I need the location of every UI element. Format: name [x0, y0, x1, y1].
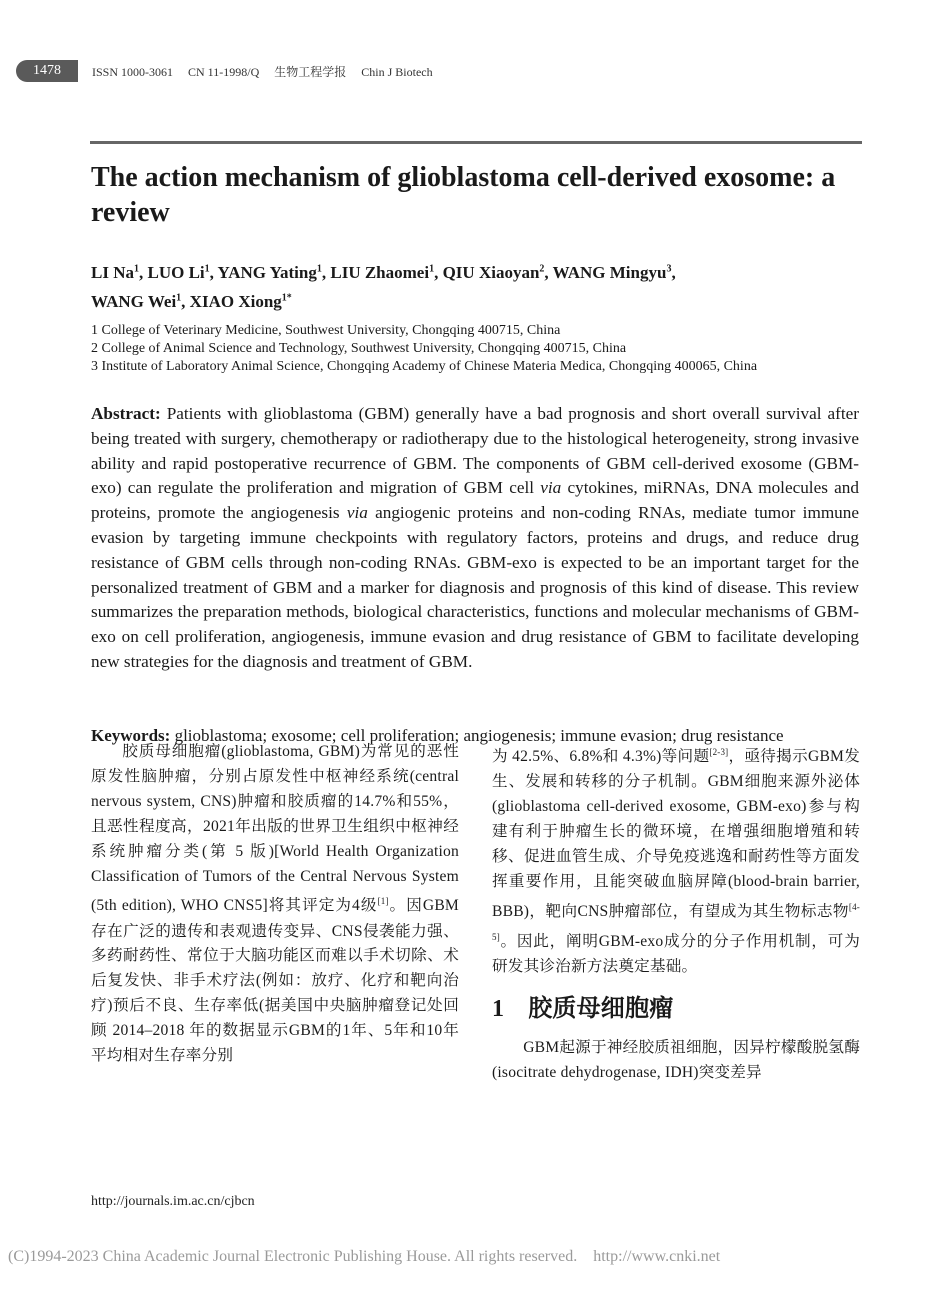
abstract-text-2: cytokines, miRNAs, DNA molecules and proteins, promote the angiogenesis [91, 478, 859, 523]
author-affiliation-mark: 1 [316, 263, 322, 274]
right-text-2: ，亟待揭示GBM发生、发展和转移的分子机制。GBM细胞来源外泌体(glioblastoma cell-derived exosome, GBM-exo)参与构建有利于肿瘤生长的微环境，在增强细胞增殖和转移、促进血管生成、介导免疫逃逸和耐药性等方面发挥重要作用，且能突破血脑屏障(blood-brain barrier, BBB)，靶向CNS肿瘤部位，有望成为其生物标志物 [492, 748, 861, 920]
author-affiliation-mark: 1 [133, 263, 139, 274]
section-heading [492, 994, 860, 1024]
right-paragraph-1 [492, 740, 860, 980]
journal-url[interactable]: http://journals.im.ac.cn/cjbcn [91, 1194, 255, 1209]
affiliation-2: 2 College of Animal Science and Technology, Southwest University, Chongqing 400715, China [91, 341, 627, 356]
article-title: The action mechanism of glioblastoma cell-derived exosome: a review [91, 162, 836, 228]
left-column [91, 740, 459, 1069]
author-name: QIU Xiaoyan [442, 262, 540, 282]
right-paragraph-2: GBM起源于神经胶质祖细胞，因异柠檬酸脱氢酶(isocitrate dehydrogenase, IDH)突变差异 [492, 1038, 860, 1081]
citation-2-3: [2-3] [709, 747, 729, 757]
copyright-notice [8, 1248, 720, 1266]
author-name: YANG Yating [217, 262, 317, 282]
author-affiliation-mark: 1* [281, 292, 292, 304]
cn-number: CN 11-1998/Q [188, 65, 260, 79]
citation-4-5: [4-5] [492, 901, 860, 942]
author-name: XIAO Xiong [189, 292, 282, 312]
author-affiliation-mark: 2 [539, 263, 545, 274]
author-affiliation-mark: 1 [176, 292, 182, 304]
cnki-link[interactable]: http://www.cnki.net [593, 1248, 721, 1265]
author: YANG Yating$^1$, [217, 262, 331, 282]
abstract-via-2: via [346, 503, 368, 523]
author: QIU Xiaoyan$^2$, [442, 262, 553, 282]
author: WANG Wei$^1$, [91, 292, 190, 312]
section-title: 胶质母细胞瘤 [528, 995, 674, 1022]
affiliations [91, 322, 871, 376]
right-text-1: 为 42.5%、6.8%和 4.3%)等问题 [492, 748, 710, 766]
author-name: LIU Zhaomei [330, 262, 430, 282]
author [190, 292, 292, 311]
author: LUO Li$^1$, [147, 262, 218, 282]
author-name: LI Na [91, 262, 134, 282]
abstract-text-1: Patients with glioblastoma (GBM) generally have a bad prognosis and short overall survival after being treated with surgery, chemotherapy or radiotherapy due to the histological heterogeneity, strong invasive ability and rapid postoperative recurrence of GBM. The components of GBM cell-derived exosome (GBM-exo) can regulate the proliferation and migration of GBM cell [91, 404, 859, 498]
keywords-text: glioblastoma; exosome; cell proliferation; angiogenesis; immune evasion; drug resistance [170, 726, 784, 745]
author-affiliation-mark: 1 [429, 263, 435, 274]
page-number: 1478 [16, 60, 78, 82]
journal-name-cn: 生物工程学报 [274, 65, 347, 79]
journal-header [92, 63, 445, 80]
left-text-1: 胶质母细胞瘤(glioblastoma, GBM)为常见的恶性原发性脑肿瘤，分别占原发性中枢神经系统(central nervous system, CNS)肿瘤和胶质瘤的14.7%和55%，且恶性程度高，2021年出版的世界卫生组织中枢神经系统肿瘤分类(第 5 版)[World Health Organization Classification of Tumors of the Central Nervous System (5th edition), WHO CNS5]将其评定为4级 [91, 743, 459, 915]
abstract-text-3: angiogenic proteins and non-coding RNAs, mediate tumor immune evasion by targeting immune checkpoints with regulatory factors, proteins and drugs, and reduce drug resistance of GBM cells through non-coding RNAs. GBM-exo is expected to be an important target for the personalized treatment of GBM and a marker for diagnosis and prognosis of this kind of disease. This review summarizes the preparation methods, biological characteristics, functions and molecular mechanisms of GBM-exo on cell proliferation, angiogenesis, immune evasion and drug resistance of GBM to facilitate developing new strategies for the diagnosis and treatment of GBM. [91, 503, 859, 671]
citation-1: [1] [377, 896, 389, 907]
abstract [91, 402, 859, 675]
author-name: LUO Li [147, 262, 205, 282]
author: LIU Zhaomei$^1$, [330, 262, 443, 282]
header-rule [90, 141, 862, 144]
author: WANG Mingyu$^3$, [552, 262, 676, 282]
issn: ISSN 1000-3061 [92, 65, 174, 79]
left-paragraph [91, 740, 459, 1069]
author-list [91, 256, 861, 315]
journal-name-en: Chin J Biotech [361, 65, 433, 79]
right-column [492, 740, 860, 1086]
author-affiliation-mark: 3 [666, 263, 672, 274]
author-name: WANG Mingyu [552, 262, 667, 282]
keywords-label: Keywords: [91, 726, 171, 745]
right-text-3: 。因此，阐明GBM-exo成分的分子作用机制，可为研发其诊治新方法奠定基础。 [492, 932, 860, 975]
author-affiliation-mark: 1 [204, 263, 210, 274]
abstract-label: Abstract: [91, 404, 161, 423]
abstract-via-1: via [540, 478, 562, 498]
section-number: 1 [492, 995, 505, 1022]
copyright-text: (C)1994-2023 China Academic Journal Electronic Publishing House. All rights reserved. [8, 1248, 578, 1265]
author: LI Na$^1$, [91, 262, 148, 282]
affiliation-3: 3 Institute of Laboratory Animal Science, Chongqing Academy of Chinese Materia Medica, Chongqing 400065, China [91, 359, 758, 374]
author-name: WANG Wei [91, 292, 177, 312]
affiliation-1: 1 College of Veterinary Medicine, Southwest University, Chongqing 400715, China [91, 323, 561, 338]
left-text-2: 。因GBM存在广泛的遗传和表观遗传变异、CNS侵袭能力强、多药耐药性、常位于大脑功能区而难以手术切除、术后复发快、非手术疗法(例如：放疗、化疗和靶向治疗)预后不良、生存率低(据美国中央脑肿瘤登记处回顾 2014–2018 年的数据显示GBM的1年、5年和10年平均相对生存率分别 [91, 897, 459, 1065]
